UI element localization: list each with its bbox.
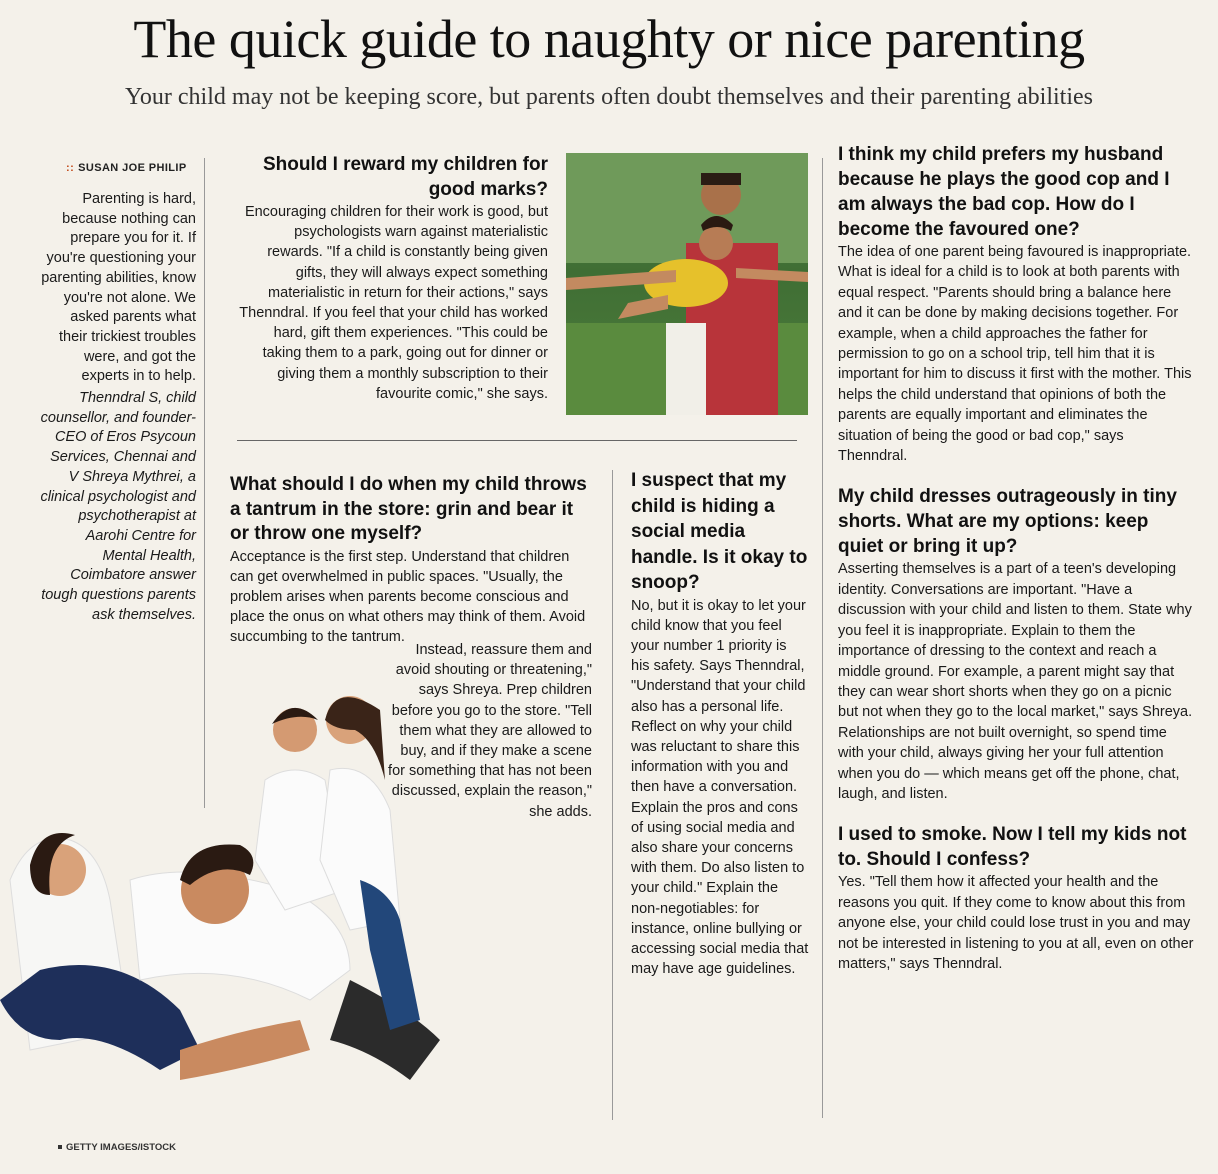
- photo-credit-text: GETTY IMAGES/ISTOCK: [66, 1142, 176, 1153]
- family-illustration: [0, 680, 600, 1150]
- section-smoke: [838, 822, 1194, 974]
- father-daughter-photo: [566, 153, 808, 415]
- column-divider: [822, 158, 823, 1118]
- section-answer: The idea of one parent being favoured is inappropriate. What is ideal for a child is to look at both parents with equal respect. "Parents should bring a balance here and it can be done by making decisions together. For example, when a child approaches the father for permission to go on a school trip, tell him that it is important for him to discuss it first with the mother. This helps the child understand that opinions of both the parents are equally important and eliminates the situation of being the good or bad cop," says Thenndral.: [838, 244, 1192, 465]
- photo-credit: [58, 1142, 176, 1153]
- byline-author: SUSAN JOE PHILIP: [78, 162, 187, 174]
- section-question: My child dresses outrageously in tiny shorts. What are my options: keep quiet or bring it up?: [838, 486, 1177, 558]
- section-question: Should I reward my children for good marks?: [262, 154, 548, 200]
- intro-text: Parenting is hard, because nothing can prepare you for it. If you're questioning your parenting abilities, know you're not alone. We asked parents what their trickiest troubles were, and got the experts in to help.: [41, 191, 196, 385]
- section-question: I used to smoke. Now I tell my kids not to. Should I confess?: [838, 824, 1187, 871]
- headline: The quick guide to naughty or nice parenting: [133, 9, 1085, 69]
- section-question: I suspect that my child is hiding a social media handle. Is it okay to snoop?: [631, 470, 808, 593]
- spacer: [838, 466, 1194, 484]
- column-divider: [612, 470, 613, 1120]
- intro-experts: Thenndral S, child counsellor, and founder-CEO of Eros Psycoun Services, Chennai and V Shreya Mythrei, a clinical psychologist and psychotherapist at Aarohi Centre for Mental Health, Coimbatore answer tough questions parents ask themselves.: [40, 390, 196, 623]
- section-answer: No, but it is okay to let your child know that you feel your number 1 priority is his safety. Says Thenndral, "Understand that your child also has a personal life. Reflect on why your child was reluctant to share this information with you and then have a conversation. Explain the pros and cons of using social media and also share your concerns with them. Do also listen to your child." Explain the non-negotiables: for instance, online bullying or accessing social media that may have age guidelines.: [631, 597, 809, 978]
- section-question: I think my child prefers my husband because he plays the good cop and I am always the bad cop. How do I become the favoured one?: [838, 144, 1170, 240]
- subheadline: Your child may not be keeping score, but parents often doubt themselves and their parenting abilities: [124, 84, 1093, 110]
- byline-marker-icon: ::: [66, 162, 75, 174]
- section-answer: Acceptance is the first step. Understand that children can get overwhelmed in public spaces. "Usually, the problem arises when parents become conscious and place the onus on what others may think of them. Avoid succumbing to the tantrum.: [230, 548, 586, 646]
- spacer: [838, 804, 1194, 822]
- right-column: [838, 142, 1194, 974]
- section-tantrum: [230, 473, 592, 648]
- section-favoured: [838, 142, 1194, 466]
- section-snoop: [631, 468, 809, 979]
- section-shorts: [838, 484, 1194, 804]
- section-reward: [236, 152, 548, 404]
- section-question: What should I do when my child throws a tantrum in the store: grin and bear it or throw one myself?: [230, 474, 587, 544]
- family-photo: [0, 680, 600, 1150]
- section-answer: Asserting themselves is a part of a teen's developing identity. Conversations are important. "Have a discussion with your child and listen to them. State why you feel it is inappropriate. Explain to them the importance of dressing to the context and reach a middle ground. For example, a parent might say that they can wear short shorts when they go on a picnic but not when they go to the local market," says Shreya. Relationships are not built overnight, so spend time with your child, always giving her your full attention when you do — which means get off the phone, chat, laugh, and listen.: [838, 561, 1193, 802]
- section-answer: Yes. "Tell them how it affected your health and the reasons you quit. If they come to know about this from anyone else, your child could lose trust in you and may not be interested in listening to you at all, even on other matters," says Thenndral.: [838, 874, 1194, 972]
- section-answer-continued: Instead, reassure them and avoid shouting or threatening," says Shreya. Prep children before you go to the store. "Tell them what they are allowed to buy, and if they make a scene for something that has not been discussed, explain the reason," she adds.: [388, 642, 592, 820]
- intro-column: [40, 190, 196, 625]
- section-divider: [237, 440, 797, 441]
- credit-bullet-icon: [58, 1145, 62, 1149]
- byline: [66, 162, 187, 174]
- section-answer: Encouraging children for their work is good, but psychologists warn against materialistic rewards. "If a child is constantly being given gifts, they will always expect something materialistic in return for their actions," says Thenndral. If you feel that your child has worked hard, gift them experiences. "This could be taking them to a park, going out for dinner or giving them a monthly subscription to their favourite comic," she says.: [239, 204, 548, 402]
- father-daughter-illustration: [566, 153, 808, 415]
